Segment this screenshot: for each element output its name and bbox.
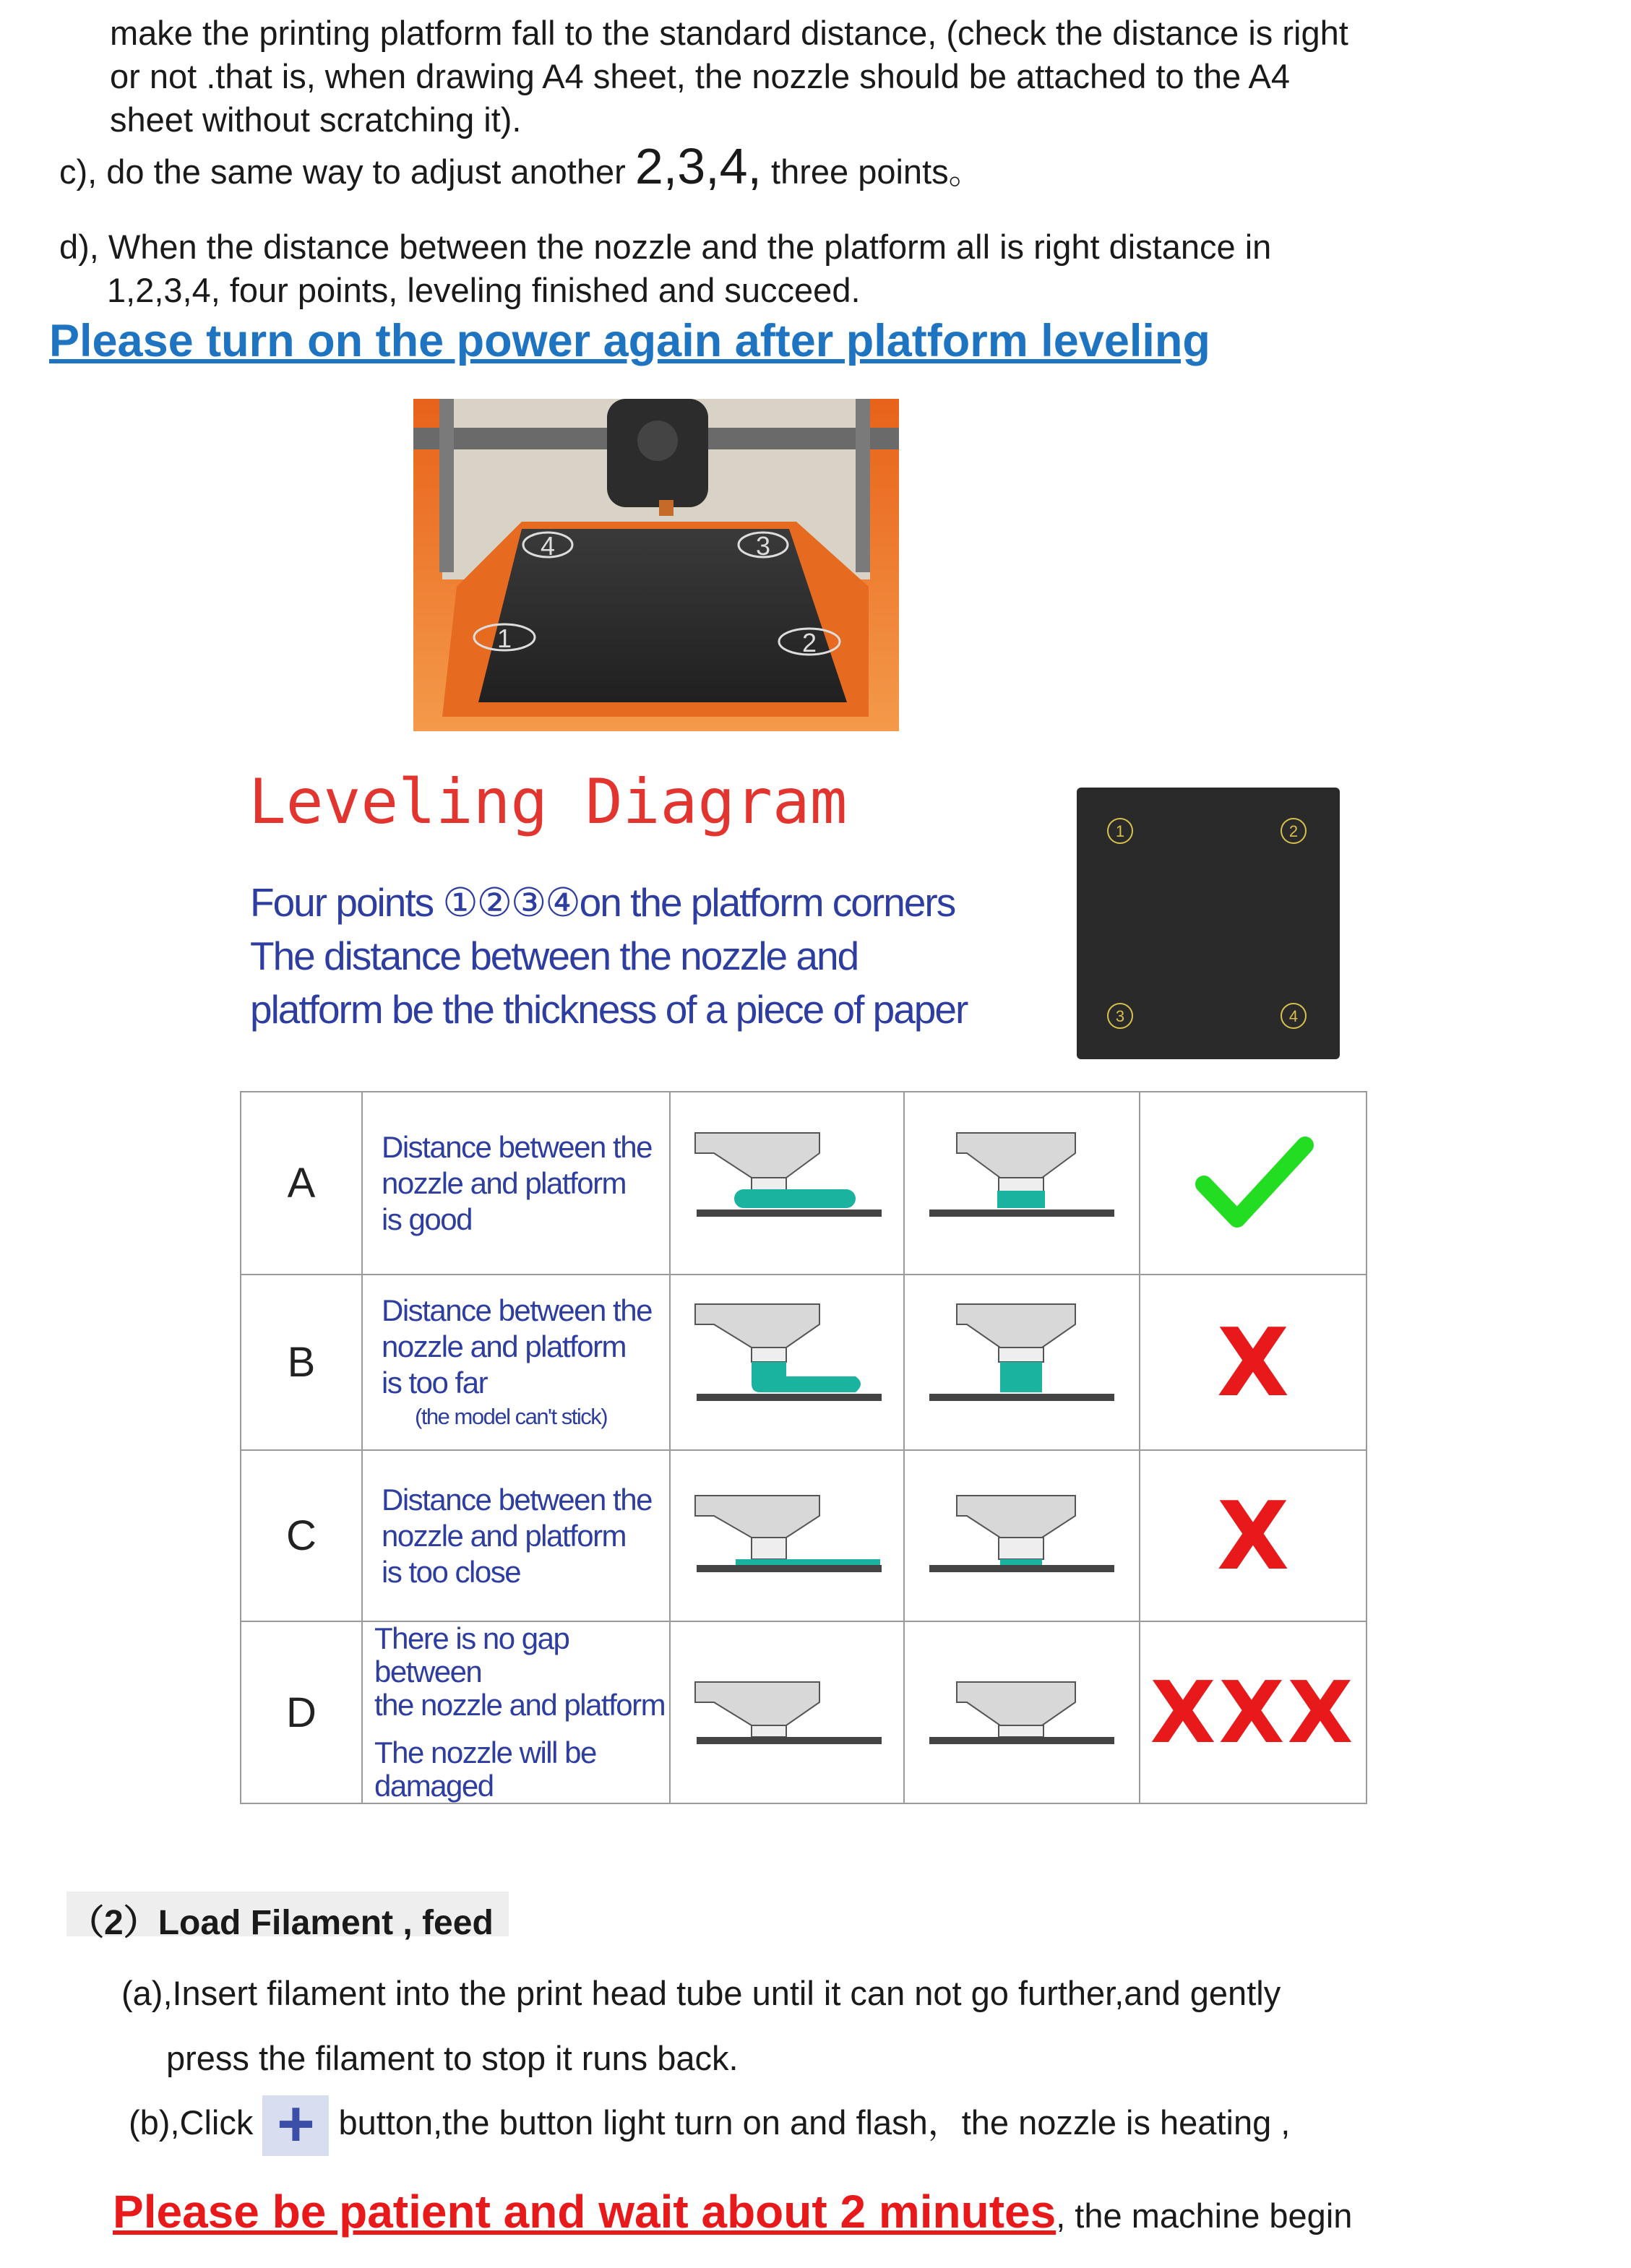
desc-line: Distance between the [382,1129,652,1164]
desc-line: nozzle and platform [382,1165,627,1200]
desc-line: is too close [382,1554,521,1589]
desc-line: There is no gap between [374,1621,569,1689]
table-row [241,1621,1367,1803]
table-row [241,1275,1367,1450]
leveling-table [240,1091,1367,1804]
step-b-continuation [110,12,1348,142]
plus-button-icon[interactable]: + [262,2095,329,2156]
result-damaged: XXX [1140,1621,1367,1803]
row-description [362,1621,670,1803]
plate-point-3: 3 [1115,1007,1125,1025]
text-run: three points。 [761,152,983,191]
nozzle-front-view [904,1275,1140,1450]
table-row [241,1092,1367,1275]
platform-plate [1077,788,1340,1059]
printer-photo [413,399,899,731]
row-note: (the model can't stick) [415,1403,608,1429]
row-label: A [241,1092,362,1275]
row-label: D [241,1621,362,1803]
text-line: make the printing platform fall to the standard distance, (check the distance is right [110,14,1348,52]
step-a [121,1961,1281,2091]
desc-line: Four points ①②③④on the platform corners [250,880,955,925]
diagram-title: Leveling Diagram [249,766,848,838]
photo-point-1: 1 [496,624,512,653]
text-run: (b),Click [129,2103,263,2142]
text-line: d), When the distance between the nozzle and the platform all is right distance in [59,228,1272,266]
check-icon [1188,1128,1318,1236]
text-run-large: 2,3,4, [634,138,762,194]
row-label: C [241,1450,362,1621]
desc-line: the nozzle and platform [374,1688,666,1722]
text-line: sheet without scratching it). [110,100,522,139]
step-b [129,2087,1291,2160]
row-description [362,1092,670,1275]
plate-point-1: 1 [1115,822,1125,840]
desc-line: platform be the thickness of a piece of paper [250,987,968,1032]
nozzle-front-view [904,1450,1140,1621]
desc-line: The distance between the nozzle and [250,933,858,978]
photo-point-3: 3 [755,531,771,561]
table-row [241,1450,1367,1621]
text-line: press the filament to stop it runs back. [166,2039,739,2077]
nozzle-side-view [670,1092,904,1275]
photo-point-2: 2 [801,628,817,657]
desc-line: is too far [382,1365,488,1400]
result-bad: X [1140,1275,1367,1450]
text-line: or not .that is, when drawing A4 sheet, the nozzle should be attached to the A4 [110,57,1291,95]
nozzle-side-view [670,1275,904,1450]
patience-highlight: Please be patient and wait about 2 minutes [113,2186,1057,2238]
desc-line: damaged [374,1769,494,1803]
row-description [362,1450,670,1621]
desc-line: is good [382,1202,472,1236]
row-label: B [241,1275,362,1450]
desc-line: Distance between the [382,1482,652,1517]
nozzle-side-view [670,1621,904,1803]
text-run: button,the button light turn on and flash，the nozzle is heating , [329,2103,1291,2142]
power-note-link[interactable]: Please turn on the power again after platform leveling [49,316,1210,366]
step-d [59,225,1271,312]
text-line: 1,2,3,4, four points, leveling finished and succeed. [107,271,861,309]
nozzle-front-view [904,1621,1140,1803]
desc-line: Distance between the [382,1293,652,1327]
step-c [59,138,983,194]
plate-point-4: 4 [1288,1007,1299,1025]
desc-line: nozzle and platform [382,1329,627,1363]
row-description [362,1275,670,1450]
text-line: (a),Insert filament into the print head tube until it can not go further,and gently [121,1974,1281,2012]
result-good [1140,1092,1367,1275]
result-bad: X [1140,1450,1367,1621]
diagram-description [250,876,967,1036]
photo-point-4: 4 [540,531,556,561]
desc-line: nozzle and platform [382,1518,627,1553]
nozzle-side-view [670,1450,904,1621]
text-run: c), do the same way to adjust another [59,152,635,191]
nozzle-front-view [904,1092,1140,1275]
plate-point-2: 2 [1288,822,1299,840]
patience-note [113,2185,1352,2238]
text-run: , the machine begin [1056,2196,1353,2235]
desc-line: The nozzle will be [374,1736,596,1769]
section-2-heading: （2）Load Filament , feed [69,1904,494,1942]
